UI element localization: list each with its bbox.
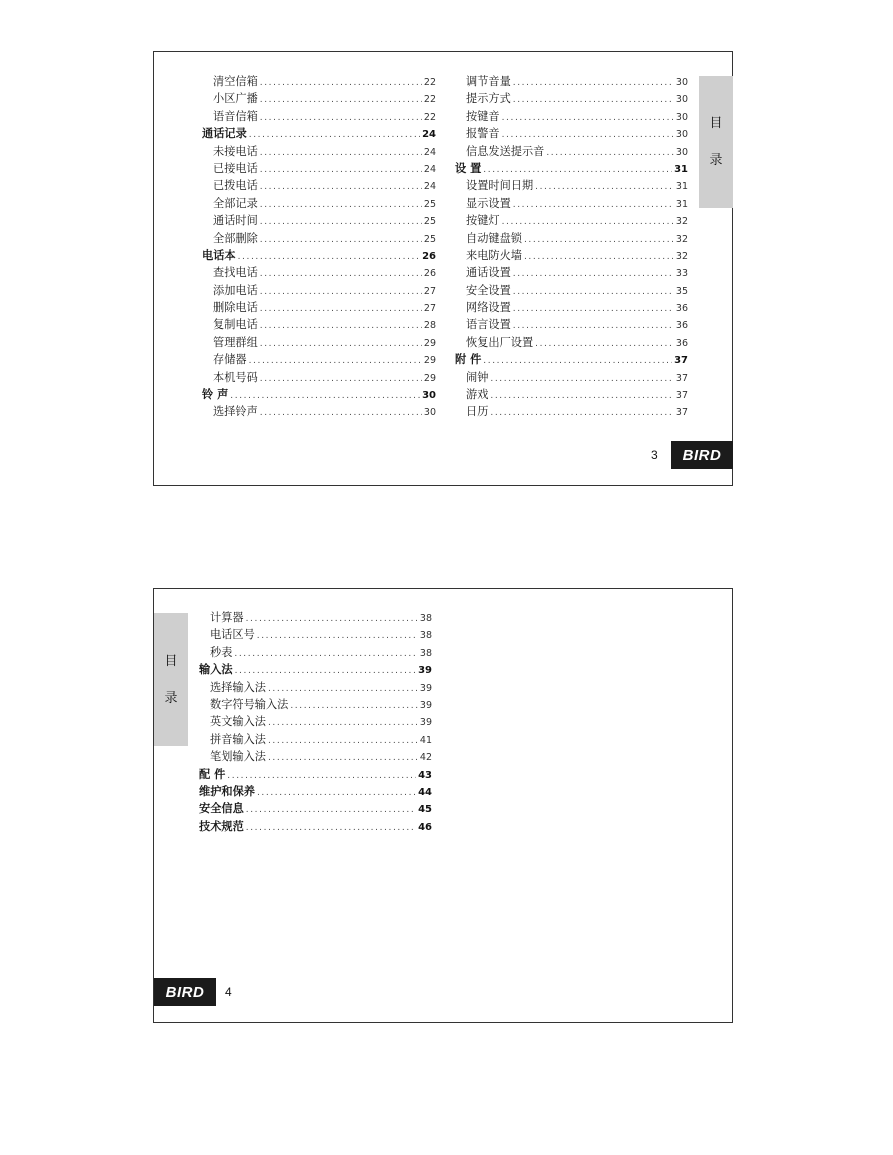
toc-entry-title: 调节音量 [466,75,511,88]
toc-entry-title: 英文输入法 [210,715,266,729]
toc-entry-title: 全部记录 [213,196,258,210]
toc-entry-title: 维护和保养 [199,784,255,798]
toc-right-column [455,73,688,421]
toc-entry-page: 25 [423,233,436,245]
toc-entry-page: 36 [675,337,688,349]
toc-leader-dots [513,304,674,314]
toc-entry [202,90,436,107]
toc-leader-dots [260,200,422,210]
toc-entry [202,108,436,125]
toc-entry [202,160,436,177]
toc-leader-dots [268,753,418,763]
toc-entry-title: 复制电话 [213,318,258,332]
toc-entry [199,626,432,643]
toc-leader-dots [246,805,416,815]
toc-entry-page: 25 [423,198,436,210]
toc-leader-dots [260,374,422,384]
toc-leader-dots [490,408,674,418]
toc-leader-dots [260,269,422,279]
toc-column [199,609,432,835]
toc-entry-page: 30 [675,146,688,158]
toc-entry-page: 32 [675,250,688,262]
toc-entry [455,73,688,90]
toc-leader-dots [490,374,674,384]
toc-entry-page: 44 [418,786,432,798]
toc-entry [199,609,432,626]
toc-entry [199,731,432,748]
toc-entry-page: 37 [675,390,688,402]
toc-leader-dots [260,408,422,418]
toc-entry-page: 32 [675,233,688,245]
toc-entry [455,143,688,160]
bird-logo: BIRD [671,441,733,469]
toc-entry-title: 自动键盘锁 [466,231,522,245]
toc-leader-dots [260,78,422,88]
toc-entry-title: 技术规范 [199,819,244,833]
toc-entry-page: 43 [418,769,432,781]
toc-entry-page: 30 [675,111,688,123]
toc-entry [199,644,432,661]
toc-entry-page: 31 [674,163,688,175]
toc-entry-page: 29 [423,355,436,367]
toc-entry-title: 恢复出厂设置 [466,335,534,349]
toc-entry-title: 闹钟 [466,370,489,384]
toc-entry-title: 选择输入法 [210,680,266,694]
toc-leader-dots [234,649,418,659]
toc-section-entry [202,386,436,403]
toc-entry-title: 全部删除 [213,231,258,245]
toc-leader-dots [490,391,674,401]
toc-entry-title: 已接电话 [213,161,258,175]
toc-leader-dots [513,95,674,105]
toc-entry-title: 删除电话 [213,301,258,315]
toc-leader-dots [524,252,674,262]
toc-leader-dots [260,339,422,349]
toc-entry-page: 37 [675,372,688,384]
toc-leader-dots [260,148,422,158]
toc-section-entry [202,247,436,264]
toc-entry [202,73,436,90]
toc-section-entry [455,160,688,177]
toc-entry-title: 按键音 [466,109,500,123]
toc-entry-page: 30 [675,77,688,88]
toc-entry-page: 30 [675,129,688,141]
toc-entry [455,90,688,107]
toc-entry-title: 按键灯 [466,214,500,228]
toc-entry-page: 29 [423,337,436,349]
toc-entry-page: 31 [675,198,688,210]
toc-entry [202,177,436,194]
toc-entry [455,282,688,299]
toc-entry-page: 38 [419,613,432,624]
toc-entry [455,264,688,281]
toc-leader-dots [235,666,417,676]
toc-leader-dots [257,788,416,798]
toc-entry-title: 电话区号 [210,628,255,642]
toc-leader-dots [502,217,674,227]
toc-entry-page: 37 [674,355,688,367]
toc-entry [455,403,688,420]
toc-leader-dots [227,771,416,781]
toc-entry-title: 配 件 [199,767,226,781]
toc-leader-dots [260,113,422,123]
page-number: 3 [651,448,658,462]
toc-entry-page: 33 [675,268,688,280]
toc-entry [455,299,688,316]
toc-entry [199,679,432,696]
toc-leader-dots [268,736,418,746]
toc-entry-title: 通话记录 [202,127,247,141]
toc-leader-dots [246,823,416,833]
toc-leader-dots [535,339,674,349]
toc-entry-title: 笔划输入法 [210,750,266,764]
toc-entry [199,713,432,730]
toc-page-3 [153,51,733,486]
toc-entry-title: 提示方式 [466,92,511,106]
tab-char-top: 目 [709,116,723,131]
toc-entry-page: 41 [419,734,432,746]
toc-entry-page: 24 [423,146,436,158]
toc-leader-dots [290,701,418,711]
toc-entry-title: 小区广播 [213,92,258,106]
toc-entry [202,316,436,333]
toc-entry-title: 显示设置 [466,196,511,210]
toc-leader-dots [260,165,422,175]
toc-entry [455,247,688,264]
toc-entry [202,351,436,368]
toc-leader-dots [513,269,674,279]
toc-left-column [202,73,436,421]
toc-entry [455,334,688,351]
toc-leader-dots [238,252,421,262]
toc-entry [455,177,688,194]
toc-entry-title: 输入法 [199,663,233,677]
toc-entry-page: 26 [423,268,436,280]
toc-side-tab [154,613,188,746]
toc-entry-page: 24 [423,163,436,175]
toc-entry-page: 24 [422,129,436,141]
toc-section-entry [455,351,688,368]
toc-entry-title: 日历 [466,405,489,419]
toc-section-entry [199,661,432,678]
toc-entry [202,230,436,247]
toc-entry-page: 38 [419,630,432,642]
toc-entry-title: 语音信箱 [213,109,258,123]
toc-entry [455,230,688,247]
toc-leader-dots [513,321,674,331]
toc-leader-dots [257,631,418,641]
toc-entry-page: 45 [418,804,432,816]
toc-leader-dots [260,217,422,227]
toc-entry-title: 铃 声 [202,388,229,402]
toc-entry-title: 设 置 [455,161,482,175]
toc-leader-dots [483,165,672,175]
toc-entry-title: 来电防火墙 [466,248,522,262]
toc-entry-page: 27 [423,285,436,297]
toc-leader-dots [260,95,422,105]
toc-section-entry [199,766,432,783]
toc-entry-title: 拼音输入法 [210,732,266,746]
toc-leader-dots [246,614,418,624]
tab-char-bottom: 录 [164,690,178,706]
toc-entry-title: 查找电话 [213,266,258,280]
toc-entry-title: 添加电话 [213,283,258,297]
toc-entry-title: 未接电话 [213,144,258,158]
toc-leader-dots [524,235,674,245]
toc-leader-dots [260,321,422,331]
toc-entry-title: 本机号码 [213,370,258,384]
toc-entry-title: 语言设置 [466,318,511,332]
toc-entry-page: 24 [423,181,436,193]
toc-entry-page: 30 [675,94,688,106]
toc-page-4 [153,588,733,1023]
toc-entry-title: 计算器 [210,611,244,624]
toc-entry-title: 存储器 [213,353,247,367]
toc-entry-page: 30 [422,390,436,402]
toc-entry [455,108,688,125]
toc-entry-title: 信息发送提示音 [466,144,545,158]
toc-entry-page: 36 [675,320,688,332]
toc-entry-page: 39 [419,699,432,711]
toc-entry-page: 30 [423,407,436,419]
toc-leader-dots [513,78,674,88]
toc-entry-title: 数字符号输入法 [210,697,289,711]
toc-leader-dots [535,182,674,192]
toc-entry [202,212,436,229]
toc-entry-page: 26 [422,250,436,262]
toc-leader-dots [513,200,674,210]
toc-section-entry [199,783,432,800]
toc-entry [455,125,688,142]
toc-entry-page: 35 [675,285,688,297]
toc-entry-title: 安全设置 [466,283,511,297]
toc-entry-page: 29 [423,372,436,384]
toc-entry-title: 报警音 [466,127,500,141]
toc-leader-dots [502,130,674,140]
toc-entry [455,369,688,386]
toc-entry-title: 网络设置 [466,301,511,315]
page-number: 4 [225,985,232,999]
toc-entry-title: 秒表 [210,645,233,659]
toc-side-tab [699,76,733,208]
toc-entry [455,386,688,403]
toc-entry [202,403,436,420]
toc-entry [202,282,436,299]
toc-entry-title: 清空信箱 [213,75,258,88]
toc-entry-page: 38 [419,647,432,659]
toc-leader-dots [230,391,420,401]
tab-char-bottom: 录 [709,153,723,168]
toc-leader-dots [268,718,418,728]
toc-entry [455,195,688,212]
toc-entry-page: 28 [423,320,436,332]
toc-entry-title: 选择铃声 [213,405,258,419]
toc-entry [455,316,688,333]
toc-entry-title: 游戏 [466,388,489,402]
toc-leader-dots [249,356,422,366]
toc-leader-dots [260,182,422,192]
toc-entry-title: 电话本 [202,248,236,262]
toc-entry [202,195,436,212]
toc-entry-page: 42 [419,752,432,764]
toc-entry-page: 22 [423,111,436,123]
toc-entry-page: 39 [419,717,432,729]
toc-entry-page: 36 [675,303,688,315]
toc-entry [202,299,436,316]
toc-entry-page: 46 [418,821,432,833]
toc-section-entry [199,800,432,817]
toc-entry [199,748,432,765]
toc-entry-title: 设置时间日期 [466,179,534,193]
toc-leader-dots [546,148,674,158]
toc-entry [199,696,432,713]
toc-leader-dots [260,287,422,297]
toc-section-entry [202,125,436,142]
tab-char-top: 目 [164,653,178,669]
toc-leader-dots [260,235,422,245]
bird-logo: BIRD [154,978,216,1006]
toc-entry-page: 31 [675,181,688,193]
toc-entry [455,212,688,229]
toc-leader-dots [249,130,420,140]
toc-entry-page: 37 [675,407,688,419]
toc-leader-dots [260,304,422,314]
toc-entry-page: 39 [418,665,432,677]
toc-section-entry [199,818,432,835]
toc-entry-page: 25 [423,216,436,228]
toc-entry [202,334,436,351]
toc-entry-page: 22 [423,94,436,106]
toc-entry-page: 32 [675,216,688,228]
toc-leader-dots [483,356,672,366]
toc-entry-page: 22 [423,77,436,88]
toc-entry-page: 39 [419,682,432,694]
toc-leader-dots [513,287,674,297]
toc-entry-title: 管理群组 [213,335,258,349]
toc-entry-title: 附 件 [455,353,482,367]
toc-entry [202,264,436,281]
toc-entry-title: 已拨电话 [213,179,258,193]
toc-leader-dots [502,113,674,123]
toc-entry-title: 安全信息 [199,802,244,816]
toc-entry [202,143,436,160]
toc-entry-title: 通话设置 [466,266,511,280]
toc-entry [202,369,436,386]
toc-leader-dots [268,684,418,694]
toc-entry-title: 通话时间 [213,214,258,228]
toc-entry-page: 27 [423,303,436,315]
